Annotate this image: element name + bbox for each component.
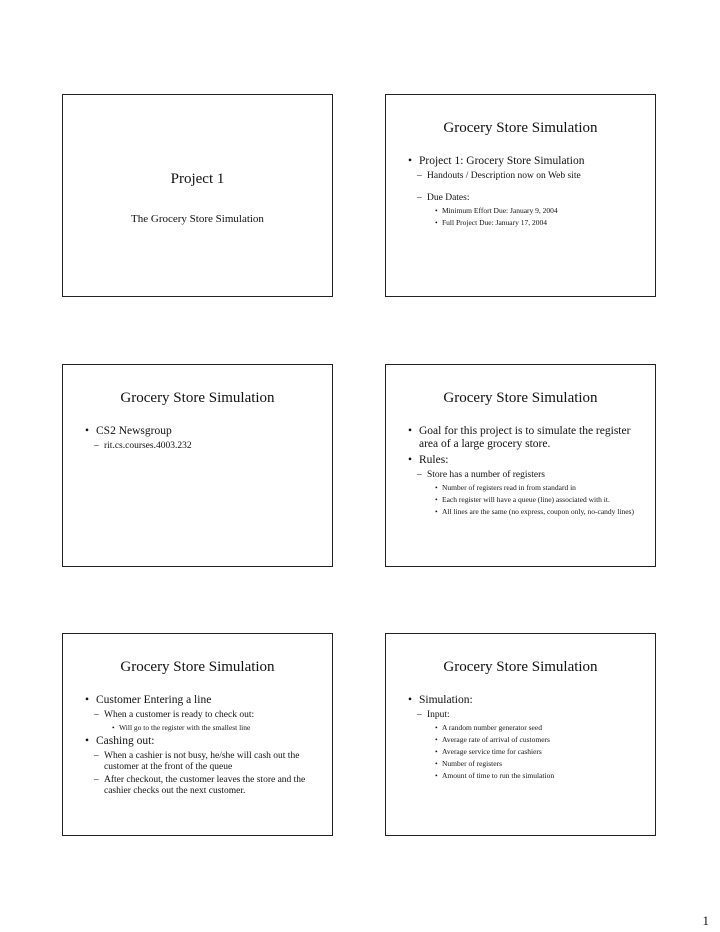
- sub-sub-bullet: • A random number generator seed: [406, 723, 645, 732]
- sub-bullet: – When a customer is ready to check out:: [83, 710, 322, 721]
- bullet: • Simulation:: [406, 694, 645, 707]
- bullet: • Goal for this project is to simulate the register area of a large grocery store.: [406, 425, 645, 451]
- sub-sub-bullet: • Will go to the register with the smallest line: [83, 723, 322, 732]
- bullet: • Rules:: [406, 454, 645, 467]
- slide-title: Project 1: [170, 171, 225, 187]
- slide-title: Grocery Store Simulation: [120, 390, 275, 406]
- sub-sub-bullet: • Average rate of arrival of customers: [406, 735, 645, 744]
- slide-body: [83, 694, 322, 799]
- page-number: 1: [702, 913, 709, 928]
- bullet: • Cashing out:: [83, 735, 322, 748]
- slide-2: [385, 94, 656, 297]
- slide-body: [406, 155, 645, 230]
- sub-sub-bullet: • All lines are the same (no express, coupon only, no-candy lines): [406, 507, 645, 516]
- slide-title: Grocery Store Simulation: [120, 659, 275, 675]
- sub-sub-bullet: • Amount of time to run the simulation: [406, 771, 645, 780]
- sub-sub-bullet: • Full Project Due: January 17, 2004: [406, 218, 645, 227]
- slide-title: Grocery Store Simulation: [443, 120, 598, 136]
- sub-bullet: – After checkout, the customer leaves the store and the cashier checks out the next customer.: [83, 775, 322, 797]
- slide-5: [62, 633, 333, 836]
- bullet: • Project 1: Grocery Store Simulation: [406, 155, 645, 168]
- slide-title: Grocery Store Simulation: [443, 390, 598, 406]
- slide-1: [62, 94, 333, 297]
- slide-title: Grocery Store Simulation: [443, 659, 598, 675]
- sub-bullet: – Due Dates:: [406, 193, 645, 204]
- sub-sub-bullet: • Number of registers read in from standard in: [406, 483, 645, 492]
- slide-6: [385, 633, 656, 836]
- sub-sub-bullet: • Number of registers: [406, 759, 645, 768]
- slide-subtitle: The Grocery Store Simulation: [131, 213, 264, 225]
- sub-bullet: – When a cashier is not busy, he/she will cash out the customer at the front of the queue: [83, 751, 322, 773]
- bullet: • Customer Entering a line: [83, 694, 322, 707]
- bullet: • CS2 Newsgroup: [83, 425, 322, 438]
- sub-sub-bullet: • Average service time for cashiers: [406, 747, 645, 756]
- sub-sub-bullet: • Each register will have a queue (line) associated with it.: [406, 495, 645, 504]
- slide-body: [406, 425, 645, 519]
- sub-bullet: – rit.cs.courses.4003.232: [83, 441, 322, 452]
- sub-bullet: – Input:: [406, 710, 645, 721]
- sub-bullet: – Store has a number of registers: [406, 470, 645, 481]
- slide-3: [62, 364, 333, 567]
- slide-4: [385, 364, 656, 567]
- slide-body: [83, 425, 322, 454]
- sub-sub-bullet: • Minimum Effort Due: January 9, 2004: [406, 206, 645, 215]
- sub-bullet: – Handouts / Description now on Web site: [406, 171, 645, 182]
- slide-body: [406, 694, 645, 783]
